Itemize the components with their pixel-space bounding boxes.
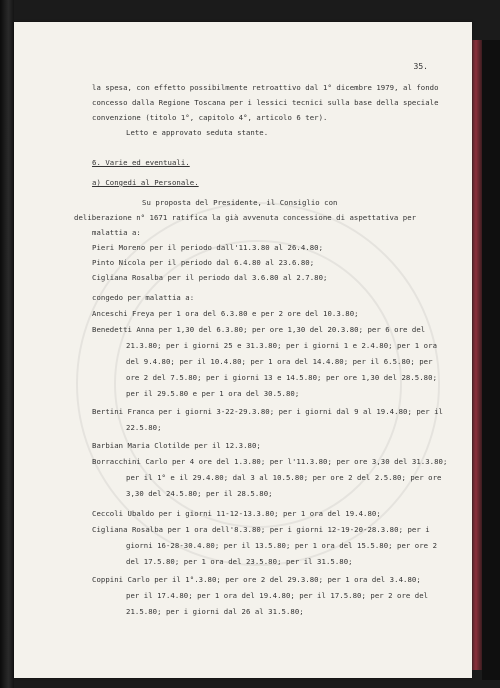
- text-line: Letto e approvato seduta stante.: [126, 128, 269, 137]
- text-line: malattia a:: [92, 228, 141, 237]
- page-number: 35.: [413, 62, 428, 71]
- list-item-continuation: ore 2 del 7.5.80; per i giorni 13 e 14.5.80; per ore 1,30 del 28.5.80;: [126, 373, 438, 382]
- text-line: concesso dalla Regione Toscana per i lessici tecnici sulla base della speciale: [92, 98, 439, 107]
- text-line: Su proposta del Presidente, il Consiglio con: [142, 198, 338, 207]
- list-item: Ceccoli Ubaldo per i giorni 11-12-13.3.80; per 1 ora del 19.4.80;: [92, 509, 381, 518]
- list-item-continuation: per il 17.4.80; per 1 ora del 19.4.80; per il 17.5.80; per 2 ore del: [126, 591, 429, 600]
- text-line: la spesa, con effetto possibilmente retroattivo dal 1° dicembre 1979, al fondo: [92, 83, 439, 92]
- text-line: convenzione (titolo 1°, capitolo 4°, articolo 6 ter).: [92, 113, 328, 122]
- list-item: Coppini Carlo per il 1°.3.80; per ore 2 del 29.3.80; per 1 ora del 3.4.80;: [92, 575, 421, 584]
- list-item-continuation: del 9.4.80; per il 10.4.80; per 1 ora del 14.4.80; per il 6.5.80; per: [126, 357, 433, 366]
- list-item: Cigliana Rosalba per il periodo dal 3.6.80 al 2.7.80;: [92, 273, 328, 282]
- list-item-continuation: 21.5.80; per i giorni dal 26 al 31.5.80;: [126, 607, 304, 616]
- list-item: Pinto Nicola per il periodo dal 6.4.80 al 23.6.80;: [92, 258, 315, 267]
- text-line: congedo per malattia a:: [92, 293, 195, 302]
- list-item-continuation: 3,30 del 24.5.80; per il 28.5.80;: [126, 489, 273, 498]
- subsection-heading: a) Congedi al Personale.: [92, 178, 199, 187]
- list-item-continuation: per il 1° e il 29.4.80; dal 3 al 10.5.80; per ore 2 del 2.5.80; per ore: [126, 473, 442, 482]
- section-heading: 6. Varie ed eventuali.: [92, 158, 190, 167]
- list-item: Borracchini Carlo per 4 ore del 1.3.80; per l'11.3.80; per ore 3,30 del 31.3.80;: [92, 457, 448, 466]
- watermark-seal-inner: [114, 240, 402, 528]
- list-item-continuation: del 17.5.80; per 1 ora del 23.5.80; per il 31.5.80;: [126, 557, 353, 566]
- list-item: Bertini Franca per i giorni 3-22-29.3.80; per i giorni dal 9 al 19.4.80; per il: [92, 407, 444, 416]
- list-item-continuation: giorni 16-28-30.4.80; per il 13.5.80; per 1 ora del 15.5.80; per ore 2: [126, 541, 438, 550]
- list-item-continuation: 21.3.80; per i giorni 25 e 31.3.80; per i giorni 1 e 2.4.80; per 1 ora: [126, 341, 438, 350]
- document-page: [14, 22, 472, 678]
- list-item: Barbian Maria Clotilde per il 12.3.80;: [92, 441, 261, 450]
- list-item: Benedetti Anna per 1,30 del 6.3.80; per ore 1,30 del 20.3.80; per 6 ore del: [92, 325, 426, 334]
- list-item-continuation: 22.5.80;: [126, 423, 162, 432]
- list-item-continuation: per il 29.5.80 e per 1 ora del 30.5.80;: [126, 389, 300, 398]
- list-item: Anceschi Freya per 1 ora del 6.3.80 e per 2 ore del 10.3.80;: [92, 309, 359, 318]
- text-line: deliberazione n° 1671 ratifica la già avvenuta concessione di aspettativa per: [74, 213, 417, 222]
- page-edge: [472, 40, 482, 670]
- book-spine: [0, 0, 14, 688]
- background-edge: [482, 40, 500, 680]
- list-item: Cigliana Rosalba per 1 ora dell'8.3.80; per i giorni 12-19-20-28.3.80; per i: [92, 525, 430, 534]
- list-item: Pieri Moreno per il periodo dall'11.3.80 al 26.4.80;: [92, 243, 324, 252]
